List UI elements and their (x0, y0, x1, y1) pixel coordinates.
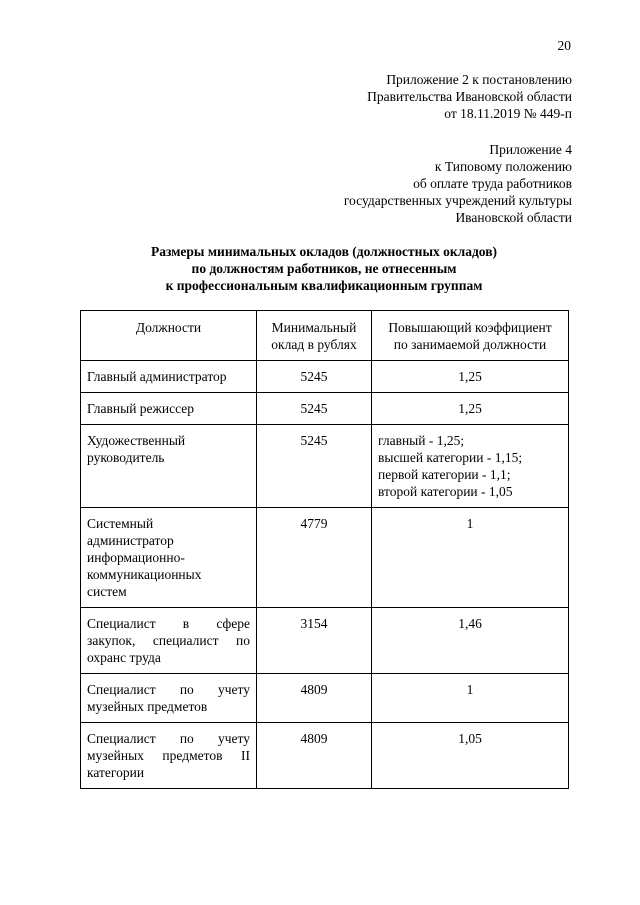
salary-cell: 4809 (257, 674, 372, 723)
position-cell: Специалист по учету музейных предметов II категории (81, 723, 257, 789)
appendix-sub-line: Приложение 4 (489, 142, 572, 157)
table-row (81, 723, 569, 789)
coefficient-cell: главный - 1,25; высшей категории - 1,15; первой категории - 1,1; второй категории - 1,05 (372, 425, 569, 508)
position-cell: Главный администратор (81, 361, 257, 393)
table-row (81, 393, 569, 425)
coefficient-cell: 1,05 (372, 723, 569, 789)
appendix-main-line: Приложение 2 к постановлению (386, 72, 572, 87)
position-cell: Специалист по учету музейных предметов (81, 674, 257, 723)
position-cell: Специалист в сфере закупок, специалист по охранс труда (81, 608, 257, 674)
coefficient-cell: 1 (372, 508, 569, 608)
salary-cell: 5245 (257, 393, 372, 425)
position-cell: Главный режиссер (81, 393, 257, 425)
page-number: 20 (557, 38, 571, 53)
coefficient-cell: 1,25 (372, 361, 569, 393)
table-row (81, 425, 569, 508)
appendix-sub-line: государственных учреждений культуры (343, 193, 572, 208)
position-cell: Художественный руководитель (81, 425, 257, 508)
appendix-sub-line: к Типовому положению (434, 159, 572, 174)
salary-cell: 5245 (257, 425, 372, 508)
salary-table (80, 310, 569, 789)
salary-cell: 5245 (257, 361, 372, 393)
salary-cell: 4809 (257, 723, 372, 789)
coefficient-cell: 1,46 (372, 608, 569, 674)
title-line: по должностям работников, не отнесенным (191, 261, 457, 276)
appendix-main-line: Правительства Ивановской области (367, 89, 572, 104)
table-row (81, 674, 569, 723)
appendix-sub-line: Ивановской области (455, 210, 572, 225)
header-salary: Минимальный оклад в рублях (257, 311, 372, 361)
salary-cell: 4779 (257, 508, 372, 608)
coefficient-cell: 1 (372, 674, 569, 723)
title-line: Размеры минимальных окладов (должностных окладов) (151, 244, 497, 259)
appendix-sub-line: об оплате труда работников (413, 176, 572, 191)
header-position: Должности (81, 311, 257, 361)
position-cell: Системный администратор информационно- коммуникационных систем (81, 508, 257, 608)
table-row (81, 361, 569, 393)
appendix-main-line: от 18.11.2019 № 449-п (444, 106, 572, 121)
table-row (81, 608, 569, 674)
header-coefficient: Повышающий коэффициент по занимаемой должности (372, 311, 569, 361)
appendix-sub-block (0, 141, 572, 226)
salary-cell: 3154 (257, 608, 372, 674)
table-row (81, 508, 569, 608)
title-line: к профессиональным квалификационным группам (165, 278, 483, 293)
coefficient-cell: 1,25 (372, 393, 569, 425)
document-title (80, 243, 568, 294)
appendix-main-block (0, 71, 572, 122)
table-header-row (81, 311, 569, 361)
